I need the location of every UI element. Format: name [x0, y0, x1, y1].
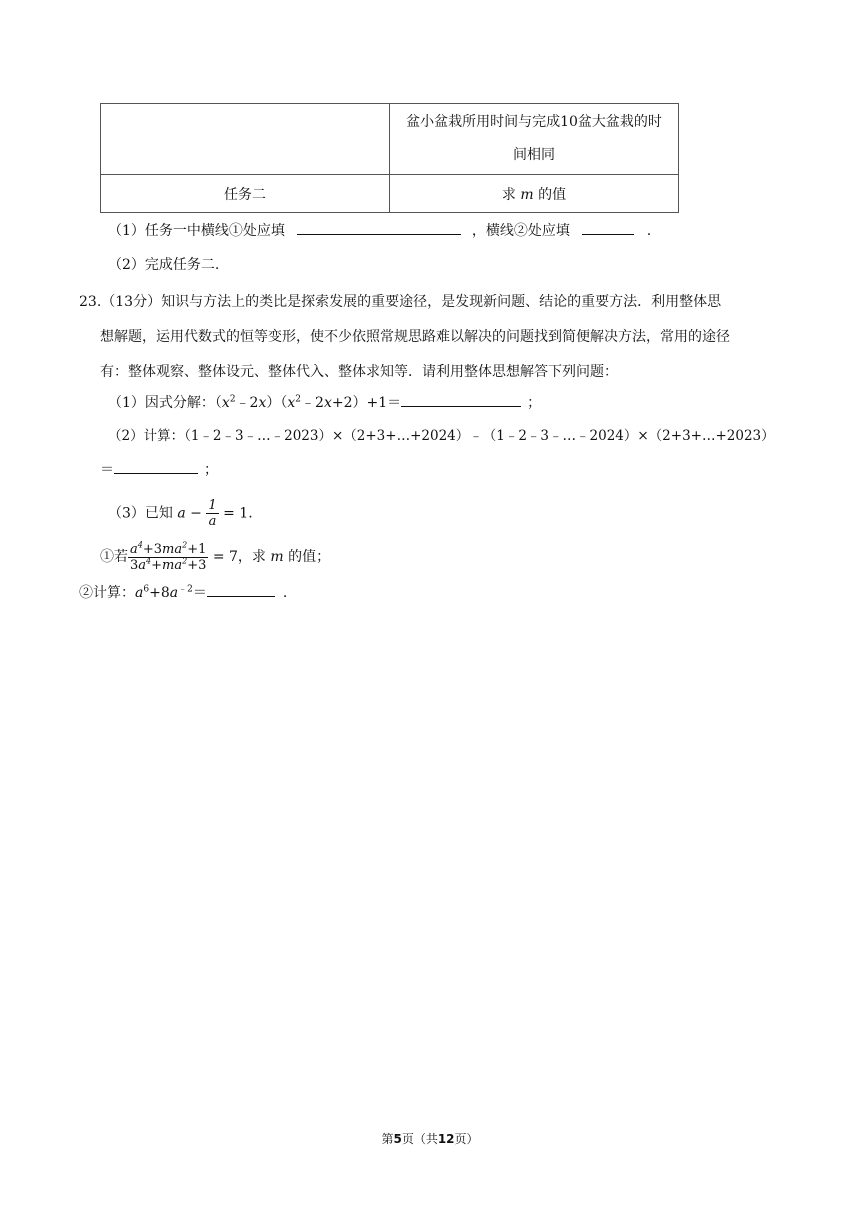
- table-cell-empty: [101, 104, 390, 175]
- answer-blank-3[interactable]: [401, 392, 521, 407]
- task-two-text-end: 的值: [533, 186, 567, 203]
- fraction-one-over-a: [206, 498, 218, 529]
- page-number: 5: [393, 1132, 402, 1146]
- page-footer: [0, 1130, 860, 1147]
- var-x: x: [258, 395, 267, 411]
- q22-part1: [108, 220, 651, 241]
- answer-blank-2[interactable]: [582, 220, 634, 235]
- q23-part2-end: ；: [204, 462, 218, 478]
- q23-part2-line2: [100, 459, 218, 480]
- term: ）（: [266, 395, 288, 411]
- q22-part2: （2）完成任务二.: [108, 257, 220, 273]
- q23-intro-line-2: 想解题，运用代数式的恒等变形，使不少依照常规思路难以解决的问题找到简便解决方法，常用的途径: [100, 329, 730, 345]
- q23-intro-line-1: 知识与方法上的类比是探索发展的重要途径，是发现新问题、结论的重要方法．利用整体思: [161, 294, 722, 310]
- task-table: [100, 103, 679, 213]
- exponent: 2: [229, 394, 236, 405]
- sub1-prefix: ①若: [100, 549, 128, 565]
- term: +2）+1＝: [331, 395, 402, 411]
- sub2-end: .: [282, 585, 288, 601]
- var-a: a: [169, 585, 179, 601]
- task-two-text: 求: [501, 186, 521, 203]
- equals-sign: ＝: [192, 585, 207, 601]
- fraction-denominator: $3a^4+ma^2+3$: [130, 556, 207, 573]
- variable-m: m: [270, 549, 284, 565]
- term: ﹣2: [235, 395, 259, 411]
- var-x: x: [221, 395, 230, 411]
- variable-m: m: [520, 186, 534, 203]
- fraction-denominator: a: [208, 514, 217, 529]
- q23-header: [79, 292, 721, 312]
- fraction-expression: [128, 542, 208, 573]
- equation-rhs: = 1.: [218, 505, 253, 522]
- answer-blank-5[interactable]: [207, 582, 275, 597]
- table-row: [101, 175, 679, 213]
- answer-blank-1[interactable]: [297, 220, 461, 235]
- q23-part1: [108, 392, 541, 413]
- condition-line-2: 间相同: [513, 147, 555, 163]
- footer-text: 页（共: [401, 1132, 438, 1146]
- table-cell-condition: [390, 104, 679, 175]
- q23-intro-line-3: 有：整体观察、整体设元、整体代入、整体求知等．请利用整体思想解答下列问题：: [100, 364, 618, 380]
- term: ﹣2: [301, 395, 324, 411]
- q22-part1-text: （1）任务一中横线①处应填: [108, 223, 285, 239]
- q22-part1-end: .: [646, 223, 652, 239]
- q23-part1-text: （1）因式分解：（: [108, 395, 222, 411]
- q23-sub2: [79, 582, 287, 603]
- q23-part2-line1: （2）计算：（1﹣2﹣3﹣…﹣2023）×（2+3+…+2024）﹣（1﹣2﹣3﹣…﹣2024）×（2+3+…+2023）: [108, 428, 775, 444]
- sub1-equals: = 7，求: [208, 549, 271, 565]
- sub2-prefix: ②计算：: [79, 585, 135, 601]
- question-number: 23.: [79, 294, 102, 310]
- q23-part1-end: ；: [527, 395, 542, 411]
- fraction-numerator: $a^4+3ma^2+1$: [128, 542, 208, 558]
- q23-sub1: [100, 540, 330, 574]
- question-score: （13分）: [101, 294, 162, 310]
- minus: −: [185, 505, 207, 522]
- task-two-content: [390, 175, 679, 213]
- sub1-tail: 的值；: [283, 549, 331, 565]
- fraction-numerator: 1: [208, 498, 217, 513]
- var-x: x: [287, 395, 296, 411]
- footer-text: 页）: [454, 1132, 479, 1146]
- q22-part1-mid: ，横线②处应填: [471, 223, 570, 239]
- footer-text: 第: [381, 1132, 394, 1146]
- var-a: a: [177, 505, 186, 522]
- q23-part3-text: （3）已知: [108, 505, 173, 522]
- var-a: a: [135, 585, 144, 601]
- answer-blank-4[interactable]: [114, 459, 198, 474]
- exponent: ﹣2: [178, 584, 193, 595]
- exponent: 6: [143, 584, 150, 595]
- total-pages: 12: [437, 1132, 455, 1146]
- exponent: 2: [295, 394, 302, 405]
- condition-line-1: 盆小盆栽所用时间与完成10盆大盆栽的时: [406, 114, 662, 130]
- q23-part3: [108, 498, 253, 529]
- var-x: x: [323, 395, 332, 411]
- task-two-label: 任务二: [101, 175, 390, 213]
- term: +8: [149, 585, 170, 601]
- equals-sign: ＝: [100, 462, 114, 478]
- table-row: [101, 104, 679, 175]
